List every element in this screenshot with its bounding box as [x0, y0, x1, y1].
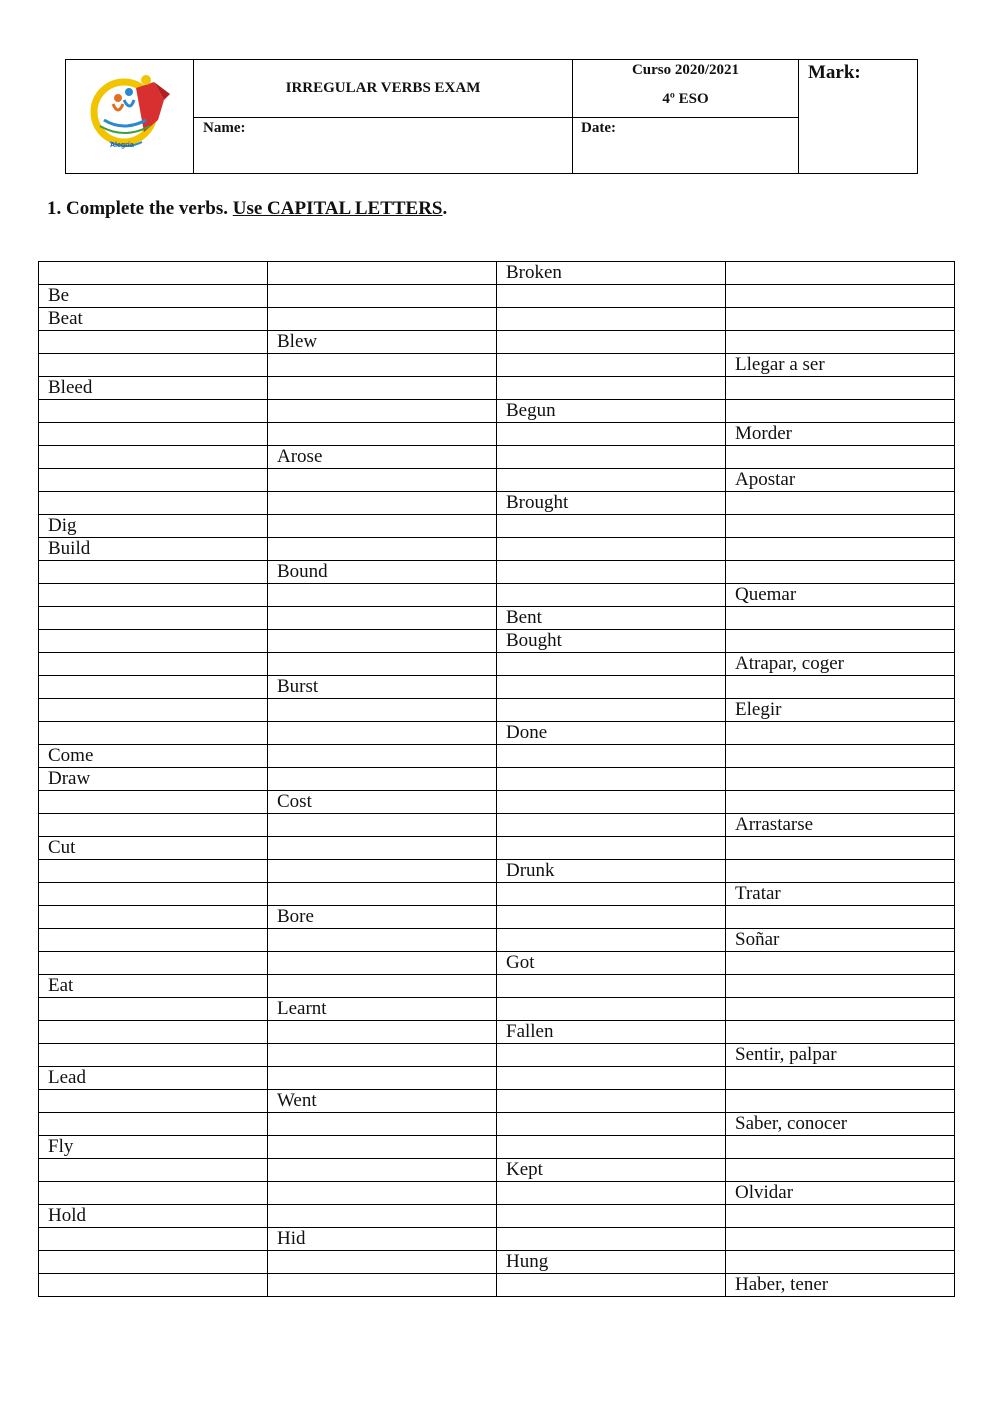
- past-simple-cell[interactable]: [268, 630, 497, 653]
- infinitive-cell: Build: [39, 538, 268, 561]
- past-participle-cell[interactable]: [497, 1205, 726, 1228]
- table-row: [39, 745, 955, 768]
- infinitive-cell[interactable]: [39, 653, 268, 676]
- meaning-cell: Quemar: [726, 584, 955, 607]
- past-simple-cell[interactable]: [268, 285, 497, 308]
- past-participle-cell[interactable]: [497, 469, 726, 492]
- meaning-cell[interactable]: [726, 492, 955, 515]
- infinitive-cell[interactable]: [39, 584, 268, 607]
- table-row: [39, 1136, 955, 1159]
- table-row: [39, 515, 955, 538]
- infinitive-cell[interactable]: [39, 1044, 268, 1067]
- meaning-cell[interactable]: [726, 860, 955, 883]
- table-row: [39, 1067, 955, 1090]
- past-participle-cell[interactable]: [497, 814, 726, 837]
- past-participle-cell[interactable]: [497, 1228, 726, 1251]
- meaning-cell[interactable]: [726, 676, 955, 699]
- past-simple-cell[interactable]: [268, 1136, 497, 1159]
- past-simple-cell[interactable]: [268, 354, 497, 377]
- course-level: 4º ESO: [662, 91, 709, 107]
- infinitive-cell[interactable]: [39, 952, 268, 975]
- infinitive-cell[interactable]: [39, 400, 268, 423]
- past-simple-cell[interactable]: [268, 607, 497, 630]
- past-simple-cell: Bound: [268, 561, 497, 584]
- infinitive-cell[interactable]: [39, 722, 268, 745]
- table-row: [39, 377, 955, 400]
- past-participle-cell[interactable]: [497, 837, 726, 860]
- infinitive-cell[interactable]: [39, 791, 268, 814]
- exam-header: [65, 59, 918, 174]
- table-row: [39, 446, 955, 469]
- infinitive-cell[interactable]: [39, 423, 268, 446]
- past-participle-cell[interactable]: [497, 331, 726, 354]
- past-simple-cell: Cost: [268, 791, 497, 814]
- infinitive-cell[interactable]: [39, 492, 268, 515]
- table-row: [39, 561, 955, 584]
- past-simple-cell[interactable]: [268, 745, 497, 768]
- past-participle-cell[interactable]: [497, 1136, 726, 1159]
- table-row: [39, 538, 955, 561]
- meaning-cell: Apostar: [726, 469, 955, 492]
- past-participle-cell: Begun: [497, 400, 726, 423]
- infinitive-cell[interactable]: [39, 860, 268, 883]
- infinitive-cell[interactable]: [39, 630, 268, 653]
- meaning-cell[interactable]: [726, 1090, 955, 1113]
- table-row: [39, 1228, 955, 1251]
- infinitive-cell[interactable]: [39, 1090, 268, 1113]
- past-participle-cell: Bought: [497, 630, 726, 653]
- table-row: [39, 998, 955, 1021]
- meaning-cell: Saber, conocer: [726, 1113, 955, 1136]
- past-simple-cell: Blew: [268, 331, 497, 354]
- meaning-cell[interactable]: [726, 975, 955, 998]
- meaning-cell: Sentir, palpar: [726, 1044, 955, 1067]
- table-row: [39, 423, 955, 446]
- past-simple-cell[interactable]: [268, 653, 497, 676]
- table-row: [39, 860, 955, 883]
- meaning-cell[interactable]: [726, 837, 955, 860]
- past-simple-cell[interactable]: [268, 952, 497, 975]
- meaning-cell[interactable]: [726, 446, 955, 469]
- table-row: [39, 1113, 955, 1136]
- past-participle-cell[interactable]: [497, 653, 726, 676]
- meaning-cell[interactable]: [726, 768, 955, 791]
- infinitive-cell[interactable]: [39, 814, 268, 837]
- past-simple-cell[interactable]: [268, 1205, 497, 1228]
- past-participle-cell[interactable]: [497, 1067, 726, 1090]
- past-simple-cell[interactable]: [268, 400, 497, 423]
- past-participle-cell[interactable]: [497, 791, 726, 814]
- past-participle-cell[interactable]: [497, 929, 726, 952]
- meaning-cell[interactable]: [726, 722, 955, 745]
- infinitive-cell[interactable]: [39, 1182, 268, 1205]
- infinitive-cell: Fly: [39, 1136, 268, 1159]
- meaning-cell[interactable]: [726, 1021, 955, 1044]
- meaning-cell[interactable]: [726, 1205, 955, 1228]
- infinitive-cell[interactable]: [39, 1113, 268, 1136]
- infinitive-cell[interactable]: [39, 1251, 268, 1274]
- meaning-cell[interactable]: [726, 745, 955, 768]
- past-participle-cell[interactable]: [497, 515, 726, 538]
- infinitive-cell: Bleed: [39, 377, 268, 400]
- table-row: [39, 1182, 955, 1205]
- past-participle-cell[interactable]: [497, 676, 726, 699]
- past-simple-cell[interactable]: [268, 515, 497, 538]
- meaning-cell[interactable]: [726, 906, 955, 929]
- past-participle-cell: Hung: [497, 1251, 726, 1274]
- past-simple-cell[interactable]: [268, 929, 497, 952]
- infinitive-cell[interactable]: [39, 1159, 268, 1182]
- mark-field[interactable]: [799, 60, 917, 173]
- table-row: [39, 492, 955, 515]
- table-row: [39, 883, 955, 906]
- table-row: [39, 1044, 955, 1067]
- past-participle-cell: Drunk: [497, 860, 726, 883]
- infinitive-cell: Draw: [39, 768, 268, 791]
- past-simple-cell[interactable]: [268, 1182, 497, 1205]
- instruction-emphasis: Use CAPITAL LETTERS: [232, 198, 443, 219]
- past-participle-cell: Bent: [497, 607, 726, 630]
- course-year: Curso 2020/2021: [631, 62, 740, 78]
- table-row: [39, 837, 955, 860]
- past-simple-cell[interactable]: [268, 1113, 497, 1136]
- past-simple-cell[interactable]: [268, 883, 497, 906]
- table-row: [39, 1159, 955, 1182]
- meaning-cell[interactable]: [726, 1067, 955, 1090]
- table-row: [39, 285, 955, 308]
- past-participle-cell[interactable]: [497, 998, 726, 1021]
- table-row: [39, 1090, 955, 1113]
- table-row: [39, 791, 955, 814]
- past-simple-cell: Burst: [268, 676, 497, 699]
- past-simple-cell[interactable]: [268, 1274, 497, 1297]
- infinitive-cell[interactable]: [39, 676, 268, 699]
- course-info: [573, 60, 799, 118]
- past-participle-cell: Kept: [497, 1159, 726, 1182]
- past-participle-cell[interactable]: [497, 1113, 726, 1136]
- past-participle-cell[interactable]: [497, 308, 726, 331]
- infinitive-cell[interactable]: [39, 607, 268, 630]
- past-participle-cell[interactable]: [497, 538, 726, 561]
- past-participle-cell[interactable]: [497, 699, 726, 722]
- past-simple-cell[interactable]: [268, 492, 497, 515]
- past-participle-cell[interactable]: [497, 906, 726, 929]
- infinitive-cell[interactable]: [39, 998, 268, 1021]
- meaning-cell[interactable]: [726, 400, 955, 423]
- infinitive-cell[interactable]: [39, 262, 268, 285]
- meaning-cell[interactable]: [726, 561, 955, 584]
- meaning-cell: Elegir: [726, 699, 955, 722]
- mark-label: Mark:: [808, 62, 861, 83]
- past-simple-cell[interactable]: [268, 423, 497, 446]
- meaning-cell[interactable]: [726, 308, 955, 331]
- meaning-cell: Haber, tener: [726, 1274, 955, 1297]
- date-field[interactable]: [573, 118, 799, 173]
- past-participle-cell[interactable]: [497, 446, 726, 469]
- past-simple-cell[interactable]: [268, 538, 497, 561]
- table-row: [39, 1205, 955, 1228]
- infinitive-cell: Eat: [39, 975, 268, 998]
- table-row: [39, 630, 955, 653]
- past-simple-cell[interactable]: [268, 262, 497, 285]
- table-row: [39, 906, 955, 929]
- table-row: [39, 400, 955, 423]
- past-participle-cell[interactable]: [497, 883, 726, 906]
- table-row: [39, 1274, 955, 1297]
- past-simple-cell[interactable]: [268, 1251, 497, 1274]
- past-simple-cell[interactable]: [268, 469, 497, 492]
- verb-table-body: [39, 262, 955, 1297]
- table-row: [39, 699, 955, 722]
- past-simple-cell[interactable]: [268, 768, 497, 791]
- past-simple-cell: Arose: [268, 446, 497, 469]
- table-row: [39, 975, 955, 998]
- table-row: [39, 676, 955, 699]
- past-participle-cell[interactable]: [497, 1090, 726, 1113]
- past-participle-cell: Fallen: [497, 1021, 726, 1044]
- table-row: [39, 653, 955, 676]
- infinitive-cell[interactable]: [39, 699, 268, 722]
- past-simple-cell[interactable]: [268, 837, 497, 860]
- meaning-cell: Llegar a ser: [726, 354, 955, 377]
- past-simple-cell[interactable]: [268, 814, 497, 837]
- past-participle-cell[interactable]: [497, 354, 726, 377]
- infinitive-cell[interactable]: [39, 354, 268, 377]
- past-participle-cell[interactable]: [497, 285, 726, 308]
- past-simple-cell[interactable]: [268, 722, 497, 745]
- infinitive-cell: Dig: [39, 515, 268, 538]
- past-simple-cell[interactable]: [268, 1021, 497, 1044]
- infinitive-cell[interactable]: [39, 1021, 268, 1044]
- table-row: [39, 607, 955, 630]
- infinitive-cell: Be: [39, 285, 268, 308]
- meaning-cell: Olvidar: [726, 1182, 955, 1205]
- date-label: Date:: [581, 120, 616, 136]
- table-row: [39, 308, 955, 331]
- table-row: [39, 262, 955, 285]
- meaning-cell[interactable]: [726, 377, 955, 400]
- infinitive-cell: Come: [39, 745, 268, 768]
- meaning-cell[interactable]: [726, 1251, 955, 1274]
- table-row: [39, 814, 955, 837]
- infinitive-cell[interactable]: [39, 883, 268, 906]
- instruction-text: 1. Complete the verbs.: [47, 198, 233, 219]
- past-simple-cell[interactable]: [268, 1044, 497, 1067]
- table-row: [39, 1251, 955, 1274]
- past-participle-cell[interactable]: [497, 1044, 726, 1067]
- table-row: [39, 952, 955, 975]
- name-label: Name:: [203, 120, 246, 136]
- meaning-cell[interactable]: [726, 1228, 955, 1251]
- infinitive-cell: Hold: [39, 1205, 268, 1228]
- past-participle-cell[interactable]: [497, 423, 726, 446]
- infinitive-cell: Lead: [39, 1067, 268, 1090]
- past-participle-cell[interactable]: [497, 768, 726, 791]
- instruction-period: .: [442, 198, 448, 219]
- verb-table: [38, 261, 955, 1297]
- infinitive-cell[interactable]: [39, 906, 268, 929]
- past-simple-cell[interactable]: [268, 860, 497, 883]
- past-participle-cell[interactable]: [497, 745, 726, 768]
- infinitive-cell: Cut: [39, 837, 268, 860]
- past-participle-cell: Broken: [497, 262, 726, 285]
- meaning-cell[interactable]: [726, 952, 955, 975]
- meaning-cell[interactable]: [726, 1159, 955, 1182]
- past-simple-cell: Went: [268, 1090, 497, 1113]
- meaning-cell[interactable]: [726, 262, 955, 285]
- past-simple-cell[interactable]: [268, 1067, 497, 1090]
- meaning-cell: Atrapar, coger: [726, 653, 955, 676]
- infinitive-cell[interactable]: [39, 1228, 268, 1251]
- past-participle-cell: Got: [497, 952, 726, 975]
- past-simple-cell[interactable]: [268, 584, 497, 607]
- meaning-cell: Arrastarse: [726, 814, 955, 837]
- past-simple-cell[interactable]: [268, 975, 497, 998]
- meaning-cell[interactable]: [726, 538, 955, 561]
- past-participle-cell[interactable]: [497, 975, 726, 998]
- past-simple-cell[interactable]: [268, 377, 497, 400]
- name-field[interactable]: [194, 118, 573, 173]
- past-participle-cell[interactable]: [497, 1182, 726, 1205]
- exercise-instruction: [47, 198, 447, 220]
- past-simple-cell: Bore: [268, 906, 497, 929]
- infinitive-cell[interactable]: [39, 331, 268, 354]
- school-logo-icon: [66, 60, 194, 173]
- meaning-cell[interactable]: [726, 285, 955, 308]
- infinitive-cell[interactable]: [39, 561, 268, 584]
- meaning-cell: Morder: [726, 423, 955, 446]
- past-simple-cell[interactable]: [268, 699, 497, 722]
- meaning-cell[interactable]: [726, 791, 955, 814]
- meaning-cell[interactable]: [726, 1136, 955, 1159]
- past-participle-cell[interactable]: [497, 1274, 726, 1297]
- meaning-cell[interactable]: [726, 607, 955, 630]
- table-row: [39, 722, 955, 745]
- past-participle-cell[interactable]: [497, 561, 726, 584]
- past-simple-cell[interactable]: [268, 1159, 497, 1182]
- table-row: [39, 929, 955, 952]
- infinitive-cell[interactable]: [39, 929, 268, 952]
- exam-title: IRREGULAR VERBS EXAM: [194, 60, 573, 118]
- table-row: [39, 331, 955, 354]
- meaning-cell: Tratar: [726, 883, 955, 906]
- infinitive-cell[interactable]: [39, 1274, 268, 1297]
- past-simple-cell: Learnt: [268, 998, 497, 1021]
- table-row: [39, 354, 955, 377]
- past-participle-cell: Done: [497, 722, 726, 745]
- meaning-cell[interactable]: [726, 331, 955, 354]
- past-simple-cell: Hid: [268, 1228, 497, 1251]
- meaning-cell: Soñar: [726, 929, 955, 952]
- past-simple-cell[interactable]: [268, 308, 497, 331]
- logo-caption: Alegría: [110, 142, 134, 149]
- past-participle-cell[interactable]: [497, 377, 726, 400]
- table-row: [39, 1021, 955, 1044]
- table-row: [39, 584, 955, 607]
- table-row: [39, 469, 955, 492]
- school-logo: [66, 60, 194, 173]
- meaning-cell[interactable]: [726, 998, 955, 1021]
- infinitive-cell: Beat: [39, 308, 268, 331]
- table-row: [39, 768, 955, 791]
- past-participle-cell[interactable]: [497, 584, 726, 607]
- meaning-cell[interactable]: [726, 515, 955, 538]
- past-participle-cell: Brought: [497, 492, 726, 515]
- infinitive-cell[interactable]: [39, 469, 268, 492]
- infinitive-cell[interactable]: [39, 446, 268, 469]
- meaning-cell[interactable]: [726, 630, 955, 653]
